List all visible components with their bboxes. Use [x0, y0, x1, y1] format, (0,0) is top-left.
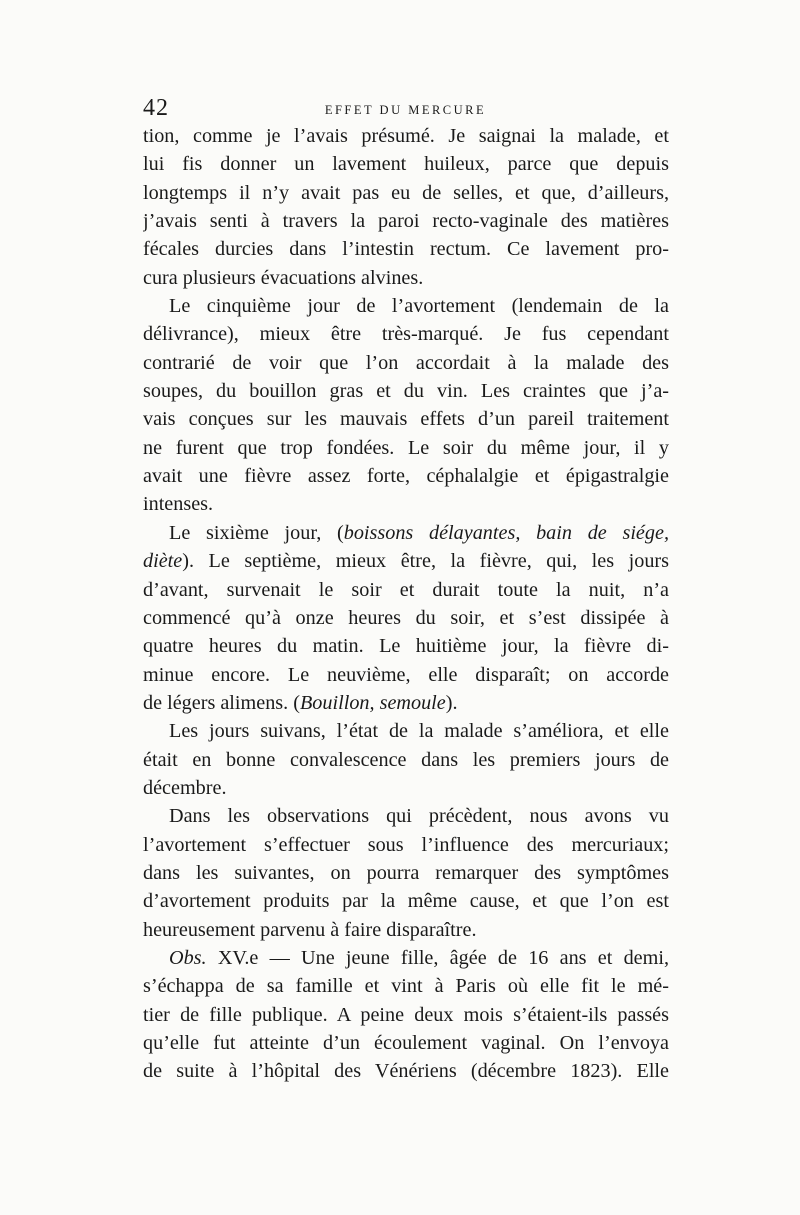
text-line: j’avais senti à travers la paroi recto-vaginale des matières: [143, 210, 669, 233]
text-line: contrarié de voir que l’on accordait à la malade des: [143, 351, 669, 374]
text-line: commencé qu’à onze heures du soir, et s’est dissipée à: [143, 606, 669, 629]
running-title: EFFET DU MERCURE: [324, 103, 487, 117]
text-line: d’avant, survenait le soir et durait toute la nuit, n’a: [143, 578, 669, 601]
text-line: lui fis donner un lavement huileux, parce que depuis: [143, 153, 669, 176]
text-line: minue encore. Le neuvième, elle disparaît; on accorde: [143, 663, 669, 686]
body-text: [143, 122, 669, 1086]
text-line: Les jours suivans, l’état de la malade s’améliora, et elle: [169, 720, 669, 743]
text-line: dans les suivantes, on pourra remarquer des symptômes: [143, 861, 669, 884]
text-line: diète). Le septième, mieux être, la fièvre, qui, les jours: [143, 550, 669, 573]
text-line: ne furent que trop fondées. Le soir du même jour, il y: [143, 436, 669, 459]
text-line: s’échappa de sa famille et vint à Paris où elle fit le mé-: [143, 975, 669, 998]
text-line: d’avortement produits par la même cause, et que l’on est: [143, 890, 669, 913]
page-number: 42: [143, 95, 169, 121]
text-line: heureusement parvenu à faire disparaître.: [143, 918, 477, 941]
text-line: décembre.: [143, 776, 227, 799]
text-line: vais conçues sur les mauvais effets d’un pareil traitement: [143, 408, 669, 431]
text-line: fécales durcies dans l’intestin rectum. Ce lavement pro-: [143, 238, 669, 261]
text-line: cura plusieurs évacuations alvines.: [143, 266, 424, 289]
text-line: délivrance), mieux être très-marqué. Je fus cependant: [143, 323, 669, 346]
text-line: tier de fille publique. A peine deux mois s’étaient-ils passés: [143, 1003, 669, 1026]
page-header: [143, 95, 668, 123]
text-line: Obs. XV.e — Une jeune fille, âgée de 16 ans et demi,: [169, 946, 669, 969]
text-line: était en bonne convalescence dans les premiers jours de: [143, 748, 669, 771]
text-line: de suite à l’hôpital des Vénériens (décembre 1823). Elle: [143, 1060, 669, 1083]
text-line: qu’elle fut atteinte d’un écoulement vaginal. On l’envoya: [143, 1032, 669, 1054]
text-line: longtemps il n’y avait pas eu de selles, et que, d’ailleurs,: [143, 181, 669, 204]
text-line: l’avortement s’effectuer sous l’influence des mercuriaux;: [143, 833, 669, 856]
text-line: Le cinquième jour de l’avortement (lendemain de la: [169, 295, 669, 318]
text-line: de légers alimens. (Bouillon, semoule).: [143, 691, 458, 714]
text-line: avait une fièvre assez forte, céphalalgie et épigastralgie: [143, 465, 669, 488]
text-line: quatre heures du matin. Le huitième jour, la fièvre di-: [143, 635, 669, 658]
text-line: Dans les observations qui précèdent, nous avons vu: [169, 805, 669, 828]
text-line: soupes, du bouillon gras et du vin. Les craintes que j’a-: [143, 380, 669, 403]
text-line: Le sixième jour, (boissons délayantes, bain de siége,: [169, 521, 669, 544]
text-line: intenses.: [143, 493, 214, 516]
text-line: tion, comme je l’avais présumé. Je saignai la malade, et: [143, 125, 669, 147]
